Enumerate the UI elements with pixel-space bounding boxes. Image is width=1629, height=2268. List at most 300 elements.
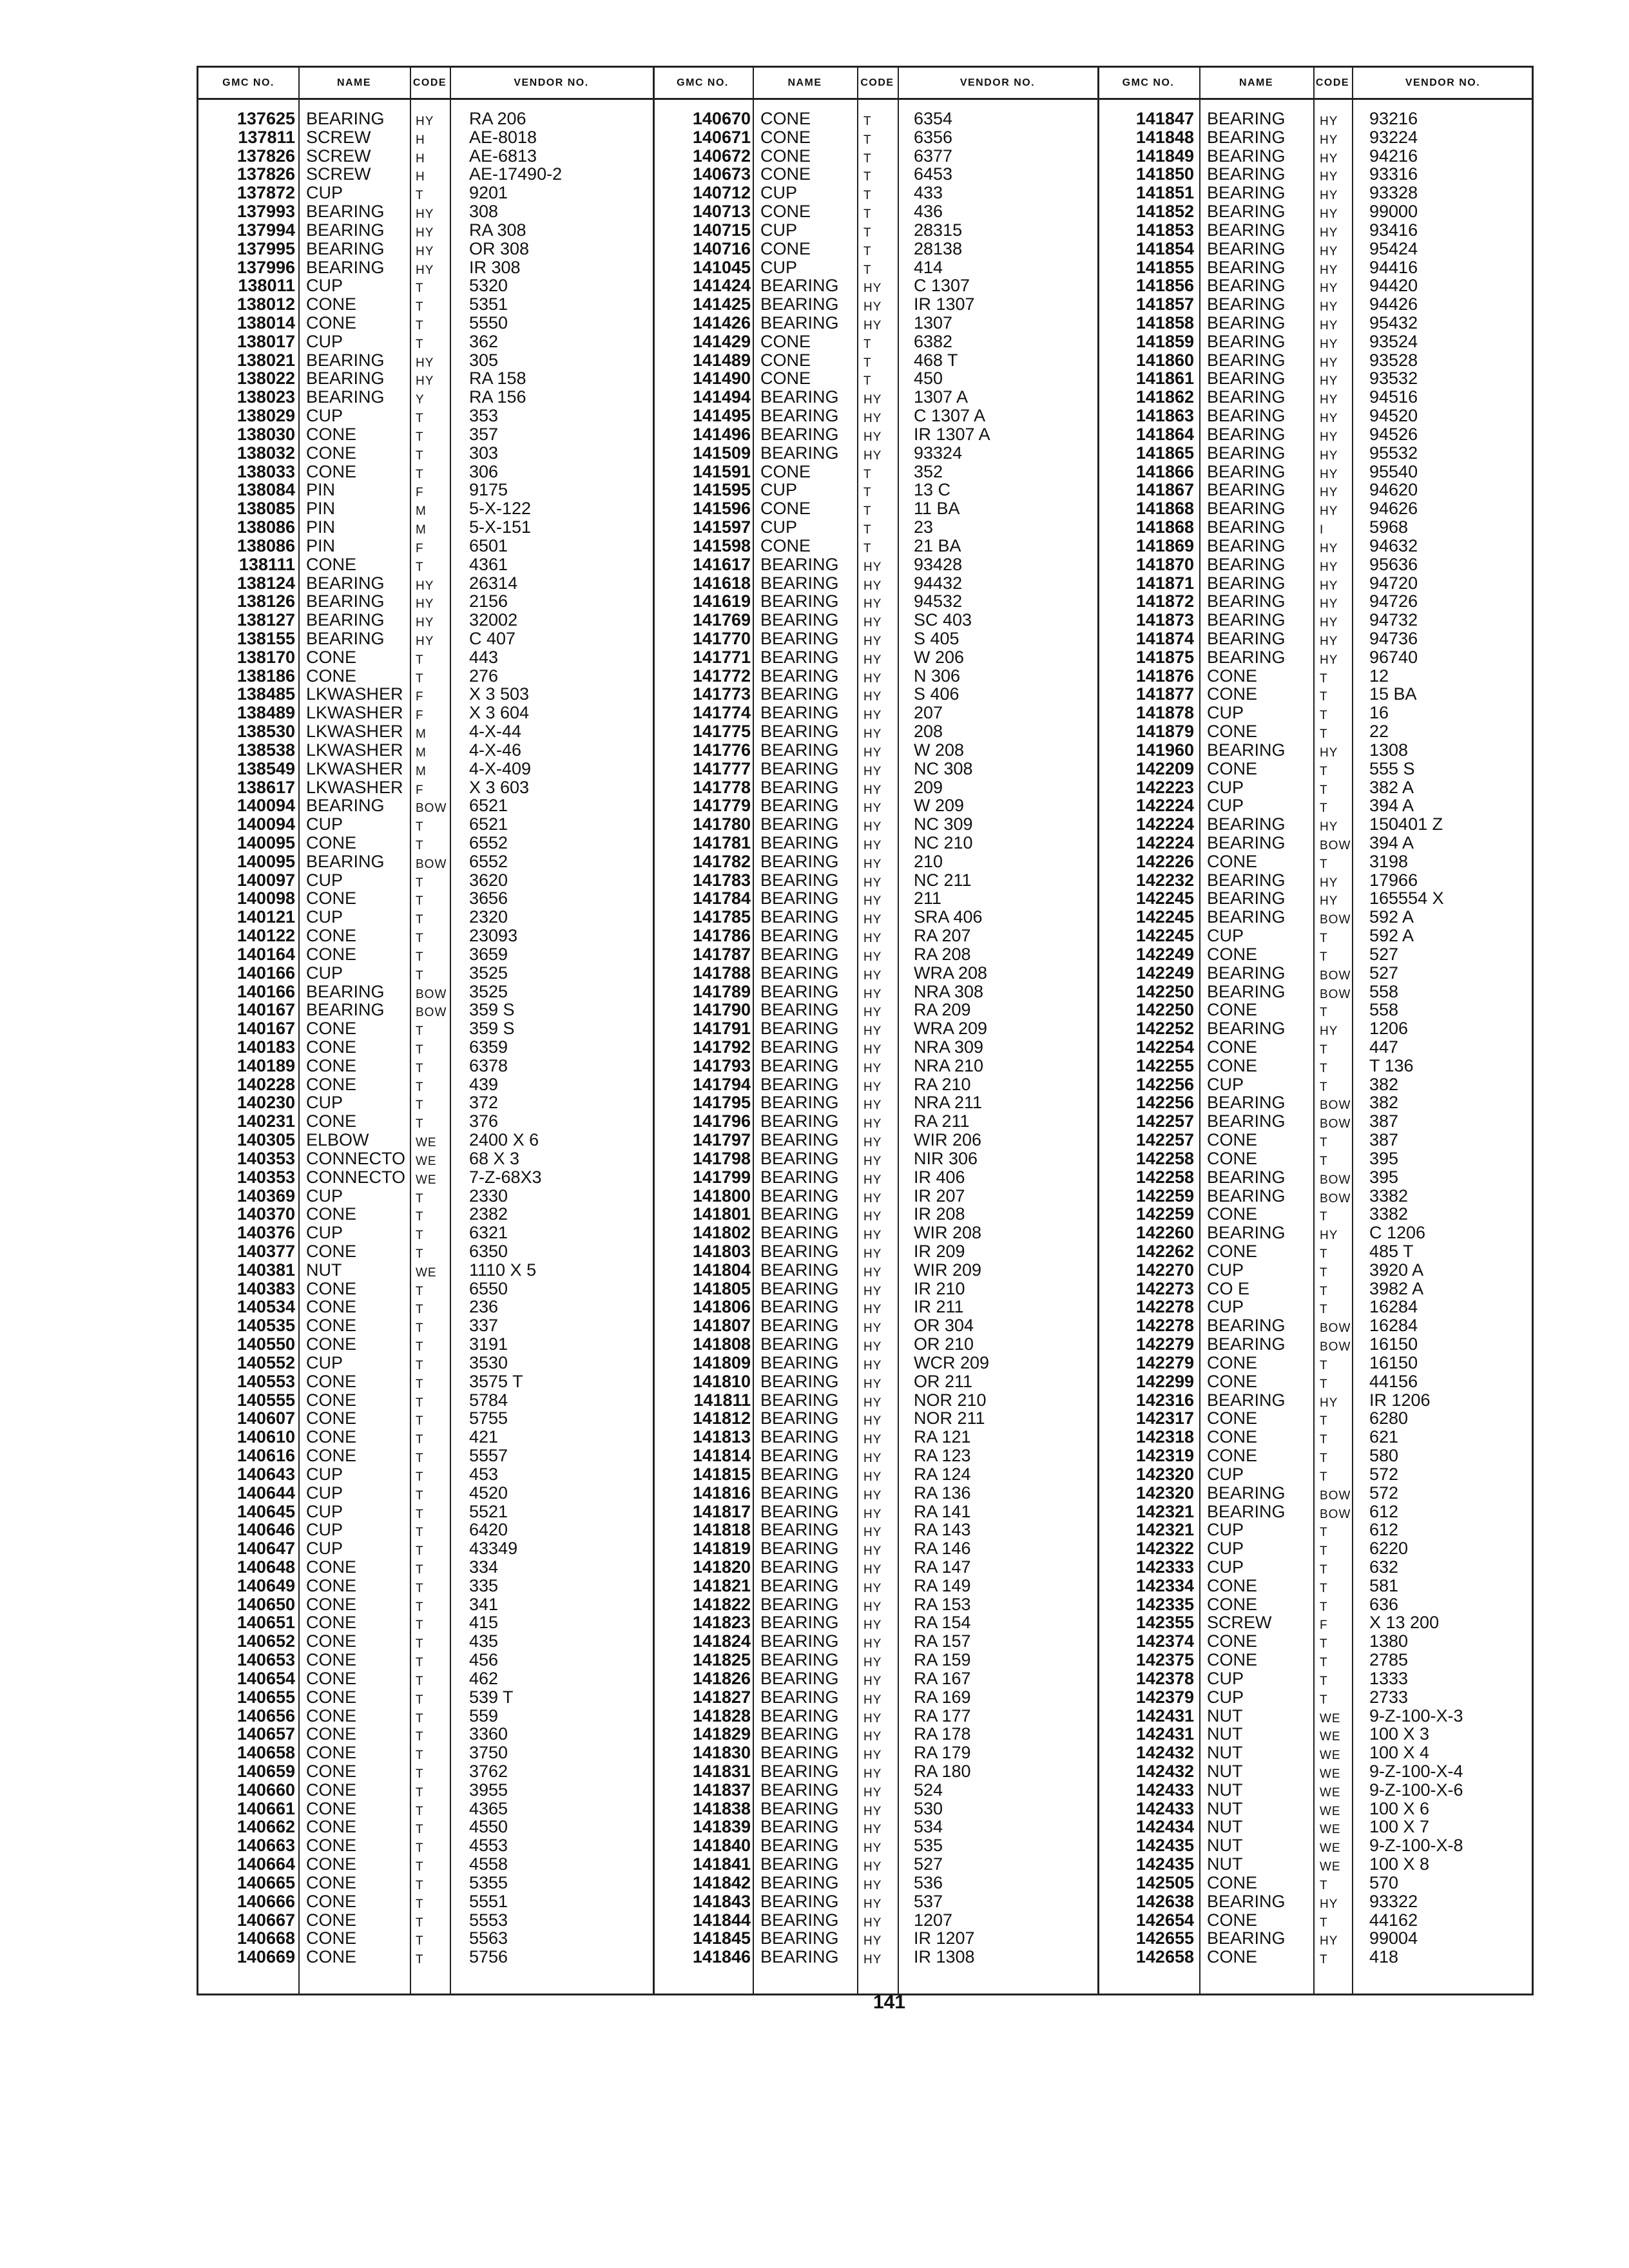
vendor-code: HY bbox=[863, 987, 882, 1001]
vendor-code: T bbox=[416, 1526, 424, 1540]
part-name: BEARING bbox=[760, 1743, 839, 1763]
vendor-number: 558 bbox=[1369, 1000, 1399, 1020]
vendor-number: N 306 bbox=[914, 666, 961, 686]
gmc-number: 141782 bbox=[692, 851, 751, 871]
gmc-number: 140353 bbox=[236, 1167, 295, 1187]
gmc-number: 142257 bbox=[1135, 1111, 1194, 1131]
gmc-number: 141496 bbox=[692, 424, 751, 444]
vendor-number: 94216 bbox=[1369, 146, 1418, 166]
gmc-number: 141831 bbox=[692, 1761, 751, 1781]
vendor-number: 43349 bbox=[469, 1539, 518, 1559]
vendor-number: 376 bbox=[469, 1111, 499, 1131]
gmc-number: 141617 bbox=[692, 554, 751, 574]
vendor-number: 94526 bbox=[1369, 424, 1418, 444]
part-name: SCREW bbox=[306, 127, 371, 147]
vendor-code: HY bbox=[863, 1749, 882, 1763]
gmc-number: 140663 bbox=[236, 1836, 295, 1856]
gmc-number: 141772 bbox=[692, 666, 751, 686]
vendor-number: 6378 bbox=[469, 1055, 508, 1075]
vendor-code: HY bbox=[863, 690, 882, 704]
part-name: CONE bbox=[306, 1668, 357, 1688]
vendor-number: 93316 bbox=[1369, 164, 1418, 184]
gmc-number: 138086 bbox=[236, 535, 295, 555]
part-name: BEARING bbox=[1207, 127, 1286, 147]
vendor-code: T bbox=[863, 207, 872, 222]
gmc-number: 141869 bbox=[1135, 535, 1194, 555]
vendor-number: 636 bbox=[1369, 1594, 1399, 1614]
gmc-number: 140654 bbox=[236, 1668, 295, 1688]
gmc-number: 138617 bbox=[236, 777, 295, 797]
gmc-number: 141873 bbox=[1135, 610, 1194, 630]
vendor-number: 165554 X bbox=[1369, 889, 1444, 908]
gmc-number: 141813 bbox=[692, 1427, 751, 1447]
vendor-code: HY bbox=[863, 1600, 882, 1614]
vendor-number: 95532 bbox=[1369, 443, 1418, 463]
gmc-number: 141494 bbox=[692, 387, 751, 407]
vendor-code: T bbox=[1320, 1953, 1328, 1967]
vendor-number: 1207 bbox=[914, 1910, 953, 1930]
vendor-number: 3762 bbox=[469, 1761, 508, 1781]
part-name: BEARING bbox=[760, 981, 839, 1001]
vendor-code: HY bbox=[863, 1396, 882, 1410]
vendor-number: 9-Z-100-X-8 bbox=[1369, 1836, 1463, 1856]
gmc-number: 142638 bbox=[1135, 1891, 1194, 1911]
vendor-number: 357 bbox=[469, 424, 499, 444]
part-name: BEARING bbox=[1207, 461, 1286, 481]
vendor-code: T bbox=[416, 1619, 424, 1633]
part-name: CONE bbox=[306, 1891, 357, 1911]
part-name: BEARING bbox=[760, 387, 839, 407]
vendor-number: 524 bbox=[914, 1780, 943, 1800]
gmc-number: 141839 bbox=[692, 1817, 751, 1837]
vendor-code: HY bbox=[863, 1544, 882, 1559]
vendor-number: 100 X 6 bbox=[1369, 1798, 1430, 1818]
vendor-number: 306 bbox=[469, 461, 499, 481]
gmc-number: 142318 bbox=[1135, 1427, 1194, 1447]
header-cell-code: CODE bbox=[860, 77, 894, 88]
vendor-number: 530 bbox=[914, 1798, 943, 1818]
vendor-number: 439 bbox=[469, 1074, 499, 1094]
gmc-number: 141868 bbox=[1135, 499, 1194, 519]
vendor-code: HY bbox=[863, 857, 882, 871]
vendor-code: HY bbox=[863, 1433, 882, 1447]
part-name: CONE bbox=[306, 1706, 357, 1725]
part-name: CONE bbox=[306, 889, 357, 908]
part-name: BEARING bbox=[1207, 499, 1286, 519]
vendor-number: RA 156 bbox=[469, 387, 526, 407]
vendor-code: HY bbox=[863, 1340, 882, 1354]
part-name: PIN bbox=[306, 499, 336, 519]
part-name: CUP bbox=[1207, 1297, 1244, 1317]
part-name: CONE bbox=[306, 461, 357, 481]
gmc-number: 141773 bbox=[692, 684, 751, 704]
vendor-number: 94632 bbox=[1369, 535, 1418, 555]
gmc-number: 141841 bbox=[692, 1854, 751, 1874]
vendor-code: T bbox=[416, 653, 424, 667]
gmc-number: 142254 bbox=[1135, 1037, 1194, 1057]
part-name: PIN bbox=[306, 517, 336, 537]
vendor-number: 4365 bbox=[469, 1798, 508, 1818]
part-name: CONE bbox=[1207, 851, 1258, 871]
part-name: BEARING bbox=[306, 220, 385, 240]
part-name: BEARING bbox=[760, 1148, 839, 1168]
part-name: BEARING bbox=[1207, 1334, 1286, 1354]
part-name: CONE bbox=[306, 1947, 357, 1967]
vendor-code: T bbox=[416, 1934, 424, 1948]
gmc-number: 138127 bbox=[236, 610, 295, 630]
vendor-number: 93532 bbox=[1369, 369, 1418, 389]
vendor-code: HY bbox=[1320, 151, 1338, 166]
vendor-number: 1380 bbox=[1369, 1631, 1409, 1651]
part-name: CUP bbox=[1207, 926, 1244, 946]
vendor-number: 1307 bbox=[914, 313, 953, 333]
vendor-number: OR 211 bbox=[914, 1371, 973, 1391]
vendor-code: HY bbox=[863, 1916, 882, 1930]
part-name: CUP bbox=[306, 1186, 343, 1206]
vendor-number: 395 bbox=[1369, 1148, 1399, 1168]
gmc-number: 142232 bbox=[1135, 870, 1194, 890]
vendor-code: T bbox=[416, 560, 424, 574]
vendor-code: HY bbox=[863, 560, 882, 574]
vendor-number: 5-X-122 bbox=[469, 499, 532, 519]
part-name: LKWASHER bbox=[306, 703, 403, 723]
part-name: BEARING bbox=[760, 1390, 839, 1410]
gmc-number: 141877 bbox=[1135, 684, 1194, 704]
vendor-code: HY bbox=[863, 1656, 882, 1670]
vendor-code: T bbox=[416, 1860, 424, 1874]
part-name: CONNECTO bbox=[306, 1167, 406, 1187]
part-name: BEARING bbox=[1207, 164, 1286, 184]
column-divider bbox=[298, 68, 300, 1994]
gmc-number: 140670 bbox=[692, 109, 751, 128]
part-name: BEARING bbox=[760, 1910, 839, 1930]
vendor-number: C 407 bbox=[469, 628, 516, 648]
vendor-number: 456 bbox=[469, 1650, 499, 1670]
vendor-number: RA 180 bbox=[914, 1761, 971, 1781]
vendor-number: 28315 bbox=[914, 220, 963, 240]
gmc-number: 141848 bbox=[1135, 127, 1194, 147]
part-name: CONE bbox=[306, 1575, 357, 1595]
gmc-number: 141810 bbox=[692, 1371, 751, 1391]
gmc-number: 140305 bbox=[236, 1130, 295, 1150]
gmc-number: 137996 bbox=[236, 257, 295, 277]
vendor-number: 539 T bbox=[469, 1687, 514, 1707]
part-name: BEARING bbox=[1207, 1501, 1286, 1521]
vendor-code: HY bbox=[1320, 133, 1338, 147]
vendor-number: W 206 bbox=[914, 647, 965, 667]
vendor-code: HY bbox=[863, 876, 882, 890]
vendor-number: 2733 bbox=[1369, 1687, 1409, 1707]
vendor-code: I bbox=[1320, 523, 1324, 537]
part-name: CUP bbox=[306, 1501, 343, 1521]
column-divider bbox=[1313, 68, 1315, 1994]
gmc-number: 142258 bbox=[1135, 1167, 1194, 1187]
gmc-number: 140648 bbox=[236, 1557, 295, 1577]
vendor-number: 9175 bbox=[469, 480, 508, 500]
vendor-code: T bbox=[416, 671, 424, 686]
part-name: BEARING bbox=[760, 1594, 839, 1614]
vendor-code: WE bbox=[1320, 1767, 1341, 1781]
part-name: BEARING bbox=[1207, 647, 1286, 667]
vendor-number: RA 159 bbox=[914, 1650, 971, 1670]
part-name: CUP bbox=[306, 1539, 343, 1559]
part-name: BEARING bbox=[1207, 294, 1286, 314]
vendor-number: 468 T bbox=[914, 350, 958, 370]
part-name: CUP bbox=[760, 220, 798, 240]
column-divider bbox=[450, 68, 451, 1994]
gmc-number: 141597 bbox=[692, 517, 751, 537]
vendor-number: 99004 bbox=[1369, 1928, 1418, 1948]
vendor-code: HY bbox=[1320, 541, 1338, 555]
gmc-number: 142435 bbox=[1135, 1854, 1194, 1874]
vendor-number: 534 bbox=[914, 1817, 943, 1837]
vendor-number: 276 bbox=[469, 666, 499, 686]
part-name: BEARING bbox=[760, 1371, 839, 1391]
part-name: CONE bbox=[306, 1780, 357, 1800]
vendor-code: HY bbox=[863, 1804, 882, 1818]
vendor-code: F bbox=[416, 486, 424, 500]
part-name: CONE bbox=[306, 1055, 357, 1075]
part-name: CONE bbox=[306, 1204, 357, 1224]
vendor-number: 3955 bbox=[469, 1780, 508, 1800]
gmc-number: 142431 bbox=[1135, 1724, 1194, 1744]
gmc-number: 140673 bbox=[692, 164, 751, 184]
vendor-number: 94726 bbox=[1369, 591, 1418, 611]
vendor-number: 95540 bbox=[1369, 461, 1418, 481]
part-name: CONE bbox=[306, 1613, 357, 1633]
vendor-code: T bbox=[416, 1544, 424, 1559]
vendor-number: 572 bbox=[1369, 1464, 1399, 1484]
vendor-code: HY bbox=[863, 894, 882, 908]
part-name: BEARING bbox=[1207, 573, 1286, 593]
vendor-number: 395 bbox=[1369, 1167, 1399, 1187]
part-name: CONE bbox=[306, 1910, 357, 1930]
gmc-number: 138155 bbox=[236, 628, 295, 648]
group-divider bbox=[1097, 68, 1099, 1994]
column-divider bbox=[1352, 68, 1353, 1994]
vendor-number: 93322 bbox=[1369, 1891, 1418, 1911]
part-name: CUP bbox=[1207, 777, 1244, 797]
vendor-code: WE bbox=[1320, 1749, 1341, 1763]
vendor-code: T bbox=[863, 151, 872, 166]
vendor-code: T bbox=[416, 1711, 424, 1725]
vendor-number: 95636 bbox=[1369, 554, 1418, 574]
part-name: CONE bbox=[306, 944, 357, 964]
gmc-number: 141798 bbox=[692, 1148, 751, 1168]
vendor-number: 68 X 3 bbox=[469, 1148, 520, 1168]
gmc-number: 141853 bbox=[1135, 220, 1194, 240]
vendor-code: WE bbox=[416, 1265, 437, 1280]
vendor-code: BOW bbox=[1320, 1191, 1351, 1206]
vendor-number: 2785 bbox=[1369, 1650, 1409, 1670]
vendor-number: 555 S bbox=[1369, 758, 1415, 778]
vendor-code: T bbox=[416, 1284, 424, 1298]
vendor-number: 558 bbox=[1369, 981, 1399, 1001]
vendor-number: 3982 A bbox=[1369, 1278, 1424, 1298]
gmc-number: 140662 bbox=[236, 1817, 295, 1837]
gmc-number: 141820 bbox=[692, 1557, 751, 1577]
vendor-code: HY bbox=[863, 282, 882, 296]
vendor-code: T bbox=[416, 1785, 424, 1800]
vendor-number: 93528 bbox=[1369, 350, 1418, 370]
vendor-code: HY bbox=[1320, 430, 1338, 444]
part-name: BEARING bbox=[760, 554, 839, 574]
gmc-number: 141827 bbox=[692, 1687, 751, 1707]
vendor-number: 99000 bbox=[1369, 202, 1418, 222]
part-name: BEARING bbox=[306, 851, 385, 871]
part-name: BEARING bbox=[306, 257, 385, 277]
gmc-number: 141796 bbox=[692, 1111, 751, 1131]
vendor-number: 334 bbox=[469, 1557, 499, 1577]
vendor-number: 96740 bbox=[1369, 647, 1418, 667]
vendor-code: HY bbox=[863, 1823, 882, 1837]
vendor-code: T bbox=[1320, 690, 1328, 704]
part-name: CONE bbox=[306, 554, 357, 574]
vendor-code: T bbox=[416, 1117, 424, 1131]
vendor-number: 535 bbox=[914, 1836, 943, 1856]
header-cell-gmc-no: GMC NO. bbox=[222, 77, 275, 88]
part-name: BEARING bbox=[1207, 406, 1286, 426]
vendor-number: IR 210 bbox=[914, 1278, 965, 1298]
vendor-number: 16284 bbox=[1369, 1297, 1418, 1317]
vendor-code: T bbox=[416, 913, 424, 927]
part-name: BEARING bbox=[760, 591, 839, 611]
vendor-code: T bbox=[863, 170, 872, 184]
vendor-number: NC 309 bbox=[914, 814, 973, 834]
gmc-number: 141803 bbox=[692, 1242, 751, 1262]
gmc-number: 138530 bbox=[236, 722, 295, 742]
vendor-number: 5563 bbox=[469, 1928, 508, 1948]
vendor-number: S 405 bbox=[914, 628, 959, 648]
gmc-number: 140552 bbox=[236, 1352, 295, 1372]
gmc-number: 141785 bbox=[692, 907, 751, 927]
vendor-code: HY bbox=[1320, 1897, 1338, 1911]
vendor-code: BOW bbox=[1320, 1340, 1351, 1354]
part-name: BEARING bbox=[760, 313, 839, 333]
vendor-code: HY bbox=[863, 1173, 882, 1187]
vendor-number: 592 A bbox=[1369, 907, 1414, 927]
vendor-code: WE bbox=[416, 1136, 437, 1150]
vendor-number: 5320 bbox=[469, 276, 508, 296]
gmc-number: 142262 bbox=[1135, 1242, 1194, 1262]
part-name: CUP bbox=[306, 406, 343, 426]
header-cell-name: NAME bbox=[1239, 77, 1274, 88]
part-name: CONE bbox=[306, 1427, 357, 1447]
gmc-number: 140189 bbox=[236, 1055, 295, 1075]
vendor-number: RA 136 bbox=[914, 1483, 971, 1503]
gmc-number: 141854 bbox=[1135, 238, 1194, 258]
vendor-code: HY bbox=[863, 1507, 882, 1521]
gmc-number: 141856 bbox=[1135, 276, 1194, 296]
vendor-number: RA 167 bbox=[914, 1668, 971, 1688]
vendor-number: 536 bbox=[914, 1872, 943, 1892]
vendor-code: T bbox=[1320, 1006, 1328, 1020]
gmc-number: 142270 bbox=[1135, 1260, 1194, 1280]
gmc-number: 141595 bbox=[692, 480, 751, 500]
gmc-number: 140646 bbox=[236, 1520, 295, 1540]
gmc-number: 142505 bbox=[1135, 1872, 1194, 1892]
vendor-number: 436 bbox=[914, 202, 943, 222]
vendor-number: 6354 bbox=[914, 109, 953, 128]
gmc-number: 140607 bbox=[236, 1408, 295, 1428]
vendor-code: T bbox=[416, 1414, 424, 1428]
vendor-code: HY bbox=[1320, 337, 1338, 351]
vendor-code: T bbox=[416, 1396, 424, 1410]
part-name: CUP bbox=[1207, 1520, 1244, 1540]
gmc-number: 140353 bbox=[236, 1148, 295, 1168]
part-name: BEARING bbox=[760, 647, 839, 667]
vendor-number: 6377 bbox=[914, 146, 953, 166]
gmc-number: 138023 bbox=[236, 387, 295, 407]
part-name: BEARING bbox=[1207, 610, 1286, 630]
vendor-number: 6359 bbox=[469, 1037, 508, 1057]
vendor-code: HY bbox=[863, 913, 882, 927]
vendor-code: T bbox=[416, 189, 424, 203]
vendor-number: 1307 A bbox=[914, 387, 969, 407]
vendor-code: T bbox=[863, 189, 872, 203]
vendor-number: 485 T bbox=[1369, 1242, 1414, 1262]
gmc-number: 138030 bbox=[236, 424, 295, 444]
gmc-number: 141618 bbox=[692, 573, 751, 593]
vendor-code: BOW bbox=[1320, 1507, 1351, 1521]
gmc-number: 141857 bbox=[1135, 294, 1194, 314]
vendor-code: T bbox=[1320, 1916, 1328, 1930]
gmc-number: 141495 bbox=[692, 406, 751, 426]
gmc-number: 141788 bbox=[692, 963, 751, 983]
part-name: BEARING bbox=[760, 1872, 839, 1892]
part-name: CONE bbox=[306, 1297, 357, 1317]
vendor-number: W 209 bbox=[914, 796, 965, 816]
group-divider bbox=[653, 68, 655, 1994]
vendor-number: 32002 bbox=[469, 610, 518, 630]
vendor-code: T bbox=[416, 1303, 424, 1317]
gmc-number: 141770 bbox=[692, 628, 751, 648]
vendor-number: 3750 bbox=[469, 1743, 508, 1763]
vendor-code: T bbox=[416, 1507, 424, 1521]
vendor-number: 570 bbox=[1369, 1872, 1399, 1892]
part-name: LKWASHER bbox=[306, 740, 403, 760]
vendor-code: BOW bbox=[416, 857, 447, 871]
vendor-number: OR 304 bbox=[914, 1316, 974, 1336]
vendor-number: IR 1206 bbox=[1369, 1390, 1431, 1410]
part-name: CONE bbox=[1207, 1204, 1258, 1224]
vendor-number: IR 211 bbox=[914, 1297, 964, 1317]
vendor-number: 4558 bbox=[469, 1854, 508, 1874]
vendor-number: 382 bbox=[1369, 1074, 1399, 1094]
vendor-number: 100 X 3 bbox=[1369, 1724, 1430, 1744]
vendor-number: IR 207 bbox=[914, 1186, 965, 1206]
vendor-number: S 406 bbox=[914, 684, 959, 704]
gmc-number: 142273 bbox=[1135, 1278, 1194, 1298]
gmc-number: 141818 bbox=[692, 1520, 751, 1540]
vendor-code: HY bbox=[863, 1191, 882, 1206]
part-name: BEARING bbox=[1207, 424, 1286, 444]
gmc-number: 140655 bbox=[236, 1687, 295, 1707]
vendor-number: 5521 bbox=[469, 1501, 508, 1521]
gmc-number: 141821 bbox=[692, 1575, 751, 1595]
vendor-code: H bbox=[416, 133, 425, 147]
vendor-number: 5557 bbox=[469, 1446, 508, 1466]
part-name: BEARING bbox=[1207, 1111, 1286, 1131]
vendor-code: HY bbox=[863, 727, 882, 742]
part-name: LKWASHER bbox=[306, 684, 403, 704]
part-name: BEARING bbox=[1207, 591, 1286, 611]
vendor-code: T bbox=[416, 1043, 424, 1057]
vendor-code: T bbox=[1320, 1562, 1328, 1577]
part-name: BEARING bbox=[1207, 1186, 1286, 1206]
gmc-number: 138549 bbox=[236, 758, 295, 778]
part-name: CUP bbox=[1207, 1464, 1244, 1484]
